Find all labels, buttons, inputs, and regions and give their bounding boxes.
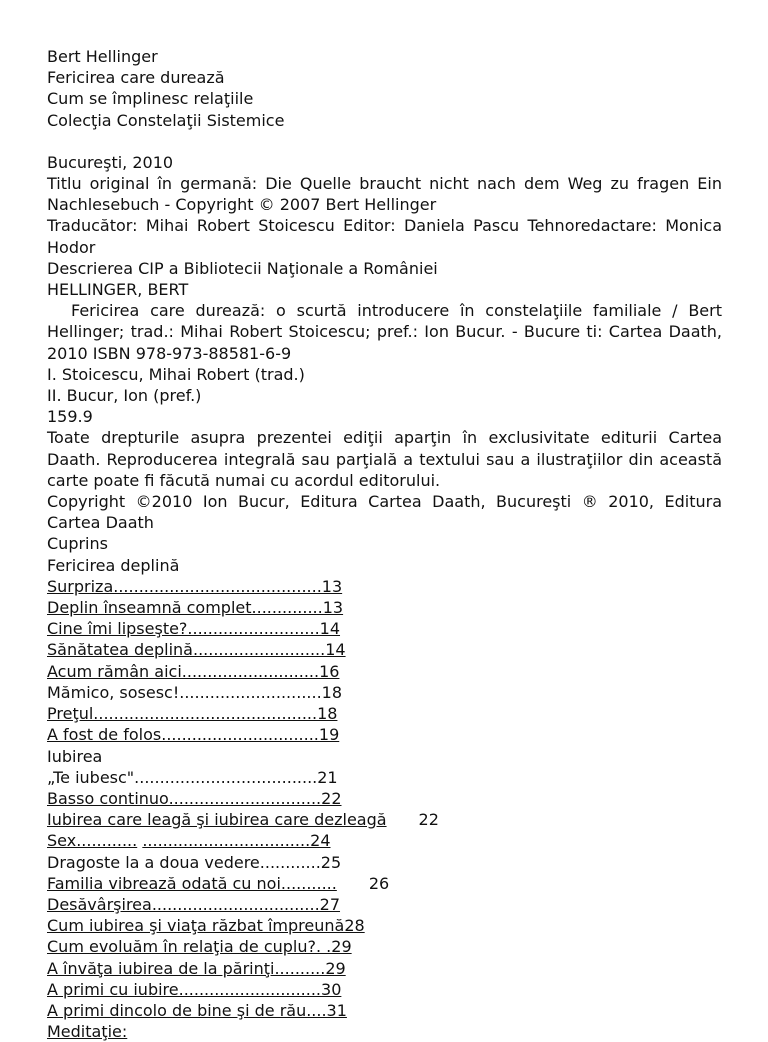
toc-item bbox=[47, 618, 722, 639]
toc-link[interactable]: .................................24 bbox=[142, 831, 331, 851]
toc-item: Mămico, sosesc!............................18 bbox=[47, 682, 343, 702]
toc-item bbox=[47, 576, 722, 597]
toc-link[interactable]: Acum rămân aici...........................16 bbox=[47, 661, 340, 681]
toc-item bbox=[47, 809, 722, 830]
toc-item bbox=[47, 1000, 722, 1021]
toc-item bbox=[47, 703, 722, 724]
toc-heading: Cuprins bbox=[47, 534, 108, 554]
toc-link[interactable]: A primi dincolo de bine şi de rău....31 bbox=[47, 1000, 347, 1020]
toc-item bbox=[47, 639, 722, 660]
rights-notice: Toate drepturile asupra prezentei ediţii aparţin în exclusivitate editurii Cartea Daath. Reproducerea integrală sau parţială a textului sau a ilustraţiilor din această carte poate fi făcută numai cu acordul editorului. bbox=[47, 428, 722, 490]
toc-item bbox=[47, 915, 722, 936]
cip-translator: I. Stoicescu, Mihai Robert (trad.) bbox=[47, 364, 305, 384]
toc-link[interactable]: Iubirea care leagă şi iubirea care dezleagă bbox=[47, 810, 387, 830]
toc-item bbox=[47, 873, 722, 894]
toc-item bbox=[47, 597, 722, 618]
toc-link[interactable]: Meditaţie: bbox=[47, 1022, 128, 1042]
document-page bbox=[47, 46, 722, 1042]
toc-item bbox=[47, 958, 722, 979]
toc-link[interactable]: Cum iubirea şi viaţa răzbat împreună28 bbox=[47, 916, 365, 936]
cip-class: 159.9 bbox=[47, 407, 93, 427]
toc-item bbox=[47, 936, 722, 957]
toc-link[interactable]: A învăţa iubirea de la părinţi..........29 bbox=[47, 958, 346, 978]
toc-link[interactable]: Cine îmi lipseşte?..........................14 bbox=[47, 619, 341, 639]
toc-item bbox=[47, 830, 722, 851]
book-title: Fericirea care durează bbox=[47, 68, 225, 88]
toc-link[interactable]: Basso continuo..............................22 bbox=[47, 788, 342, 808]
toc-item bbox=[47, 661, 722, 682]
author-line: Bert Hellinger bbox=[47, 47, 158, 66]
toc-item bbox=[47, 1021, 722, 1042]
toc-link[interactable]: Preţul............................................18 bbox=[47, 704, 338, 724]
toc-item bbox=[47, 724, 722, 745]
toc-item: Dragoste la a doua vedere............25 bbox=[47, 852, 342, 872]
toc-section-2: Iubirea bbox=[47, 746, 103, 766]
original-title: Titlu original în germană: Die Quelle braucht nicht nach dem Weg zu fragen Ein Nachlesebuch - Copyright © 2007 Bert Hellinger bbox=[47, 174, 722, 215]
copyright-notice: Copyright ©2010 Ion Bucur, Editura Cartea Daath, Bucureşti ® 2010, Editura Cartea Daath bbox=[47, 492, 722, 533]
toc-link[interactable]: Cum evoluăm în relaţia de cuplu?. .29 bbox=[47, 937, 352, 957]
toc-item bbox=[47, 788, 722, 809]
toc-link[interactable]: Sex............ bbox=[47, 831, 138, 851]
book-subtitle: Cum se împlinesc relaţiile bbox=[47, 89, 254, 109]
credits: Traducător: Mihai Robert Stoicescu Editor: Daniela Pascu Tehnoredactare: Monica Hodor bbox=[47, 216, 722, 257]
toc-link[interactable]: Surpriza.........................................13 bbox=[47, 576, 343, 596]
toc-page-number: 22 bbox=[418, 810, 439, 830]
toc-link[interactable]: A primi cu iubire............................30 bbox=[47, 979, 342, 999]
cip-heading: Descrierea CIP a Bibliotecii Naţionale a României bbox=[47, 258, 438, 278]
place-year: Bucureşti, 2010 bbox=[47, 152, 174, 172]
toc-item bbox=[47, 894, 722, 915]
cip-entry: Fericirea care durează: o scurtă introducere în constelaţiile familiale / Bert Hellinger; trad.: Mihai Robert Stoicescu; pref.: Ion Bucur. - Bucure ti: Cartea Daath, 2010 ISBN 978-973-88581-6-9 bbox=[47, 301, 722, 363]
toc-link[interactable]: Familia vibrează odată cu noi........... bbox=[47, 873, 337, 893]
spacer bbox=[47, 131, 722, 152]
toc-item bbox=[47, 979, 722, 1000]
toc-page-number[interactable]: 26 bbox=[368, 873, 390, 893]
toc-link[interactable]: Desăvârşirea.................................27 bbox=[47, 894, 341, 914]
toc-section-1: Fericirea deplină bbox=[47, 555, 180, 575]
toc-link[interactable]: Sănătatea deplină..........................14 bbox=[47, 640, 346, 660]
cip-preface: II. Bucur, Ion (pref.) bbox=[47, 386, 202, 406]
toc-link[interactable]: A fost de folos...............................19 bbox=[47, 725, 340, 745]
toc-item: „Te iubesc"....................................21 bbox=[47, 767, 338, 787]
collection-line: Colecţia Constelaţii Sistemice bbox=[47, 110, 285, 130]
cip-author: HELLINGER, BERT bbox=[47, 280, 189, 300]
toc-link[interactable]: Deplin înseamnă complet..............13 bbox=[47, 598, 344, 618]
